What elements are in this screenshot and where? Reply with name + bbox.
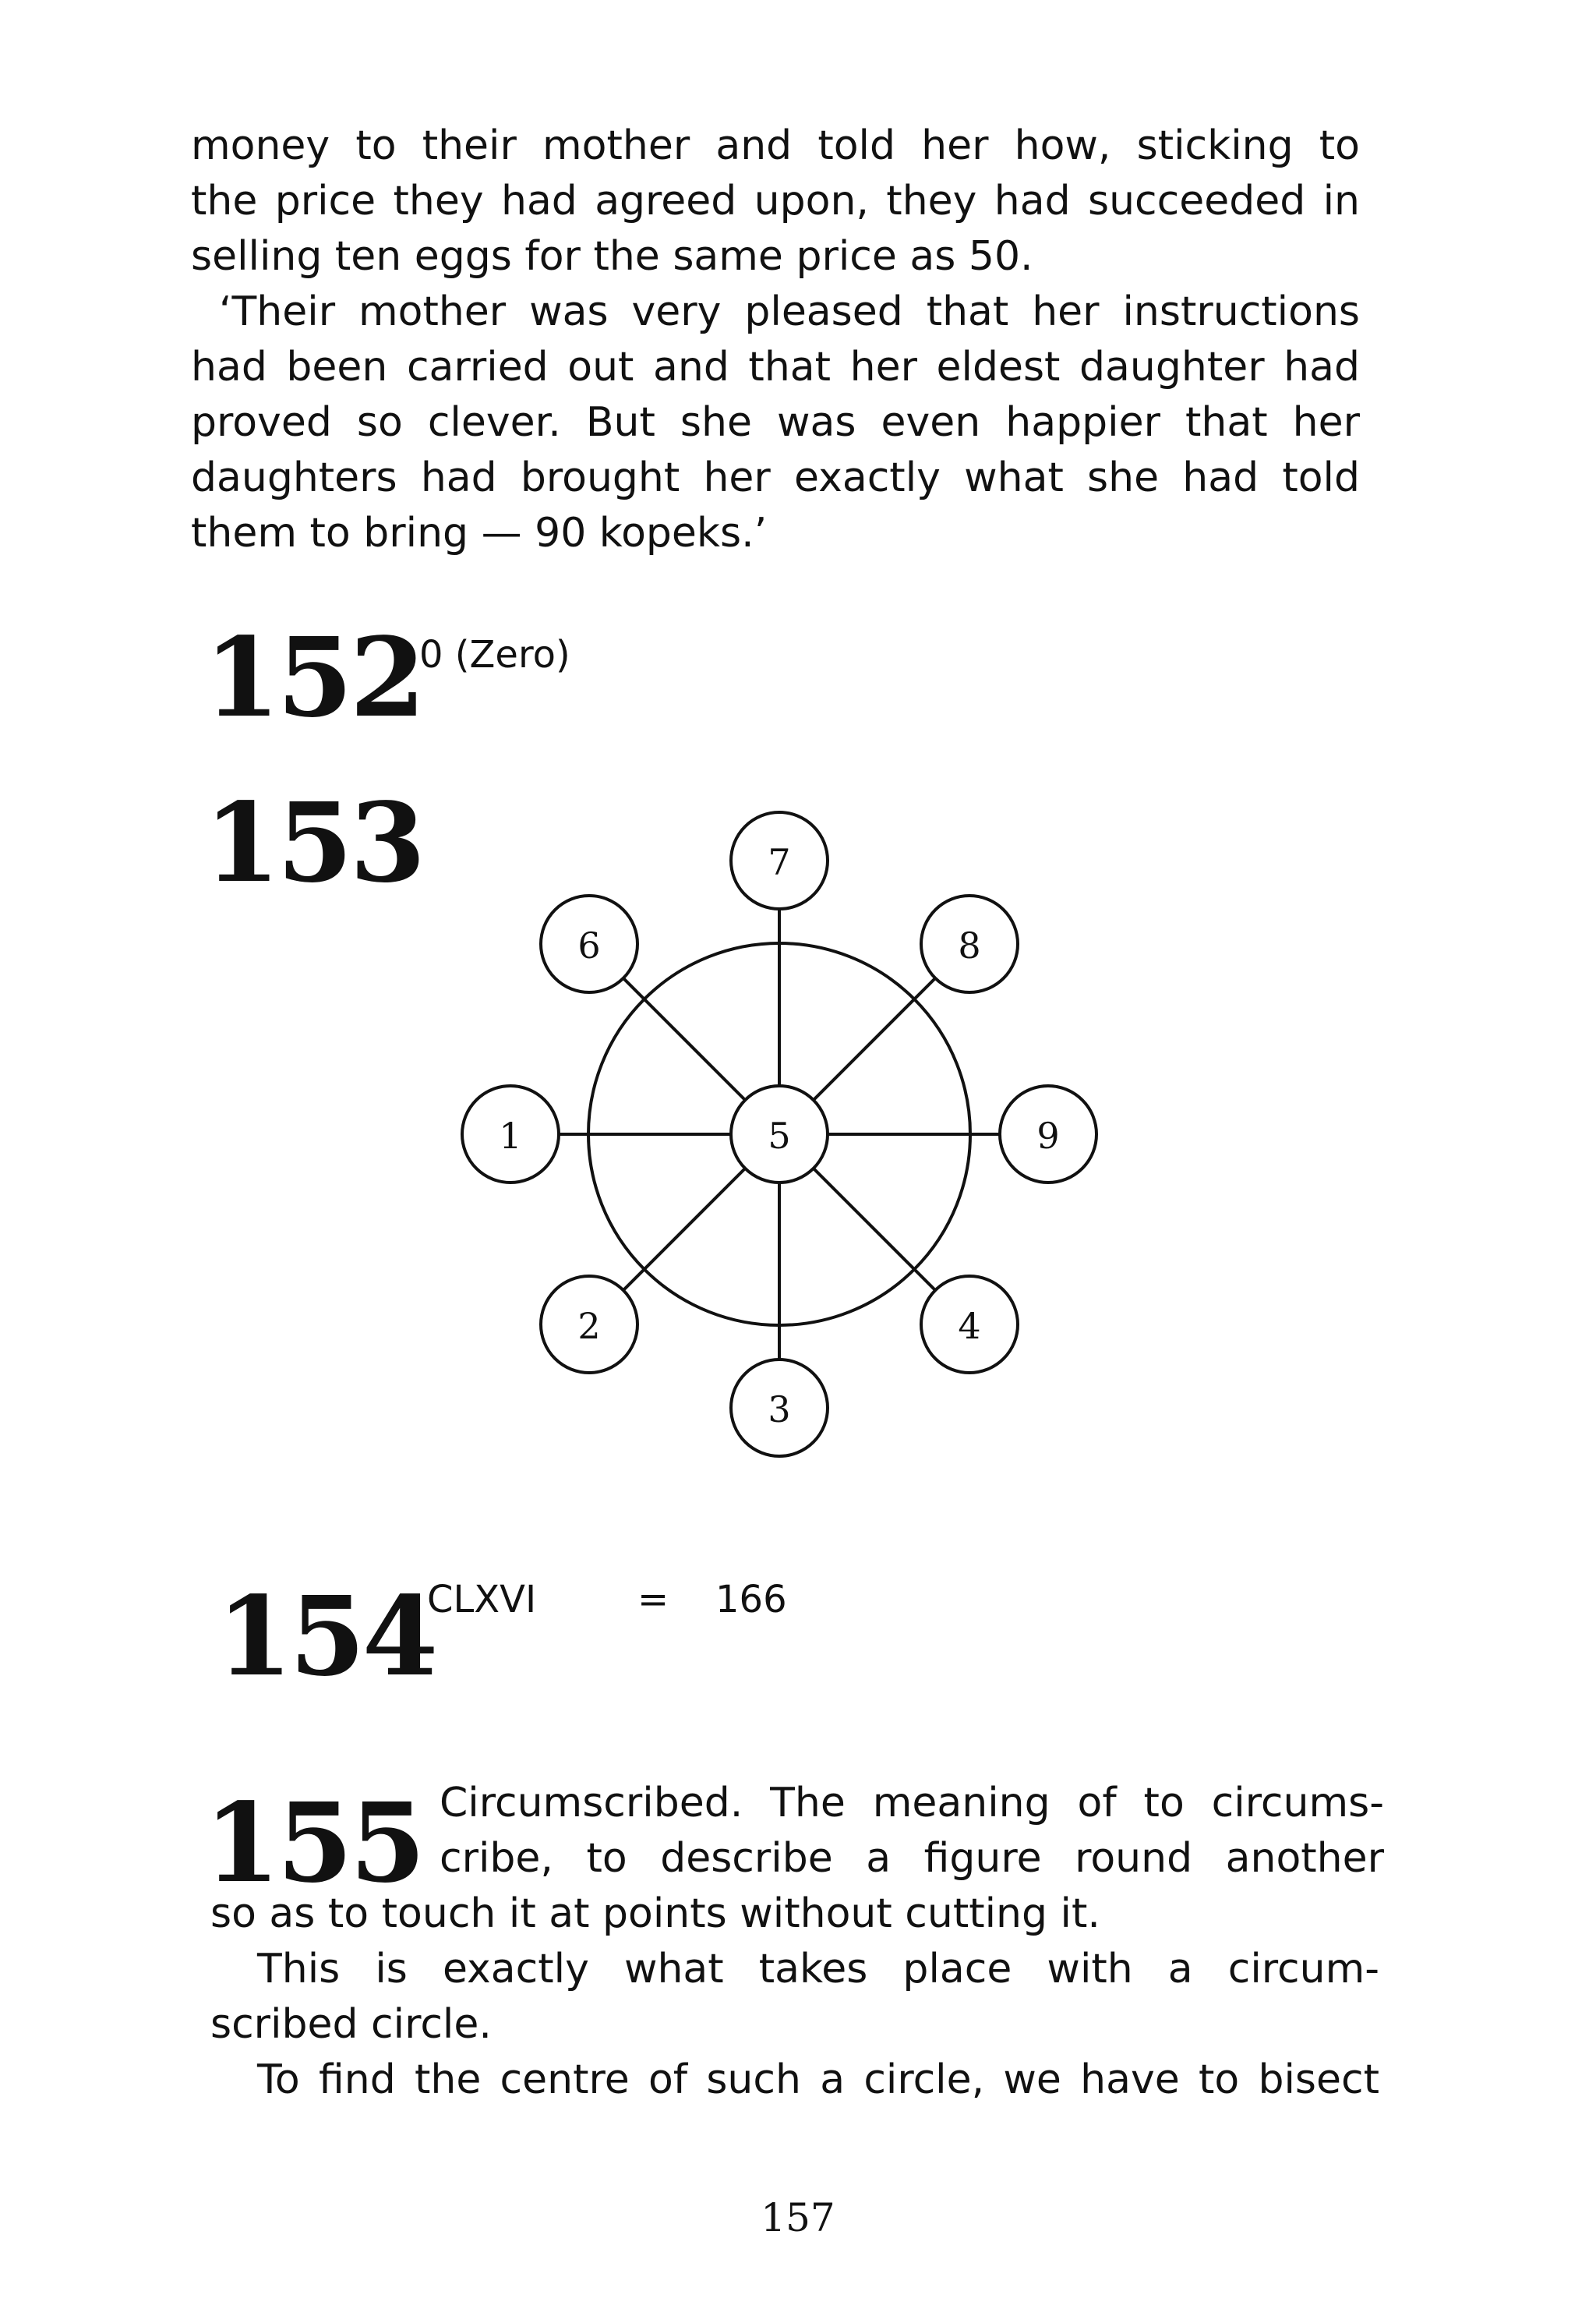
text-line: selling ten eggs for the same price as 50. [191,233,1033,280]
text-line: cribe, to describe a figure round another [440,1835,1384,1882]
answer-number: 153 [204,780,423,907]
page-number: 157 [761,2195,835,2240]
number-wheel-diagram [452,795,1122,1481]
text-line: the price they had agreed upon, they had succeeded in [191,178,1360,225]
node-label: 8 [958,925,981,967]
node-label: 3 [768,1388,791,1430]
node-label: 5 [768,1115,791,1157]
answer-text: 0 (Zero) [419,633,570,677]
node-label: 1 [499,1115,522,1157]
answer-number: 155 [204,1780,423,1908]
answer-value: 166 [715,1578,787,1621]
paragraph-continued [191,118,1360,285]
text-line: daughters had brought her exactly what she had told [191,454,1360,501]
text-line: scribed circle. [210,2001,492,2048]
node-label: 7 [768,841,791,883]
roman-numeral: CLXVI [427,1578,537,1621]
paragraph-155-indented [440,1776,1384,1886]
paragraph-155c [210,2053,1379,2108]
answer-number: 154 [217,1573,436,1701]
text-line: ‘Their mother was very pleased that her instructions [219,288,1360,335]
text-line: To find the centre of such a circle, we have to bisect [257,2056,1379,2103]
node-label: 9 [1036,1115,1060,1157]
node-label: 4 [958,1305,981,1347]
text-line: so as to touch it at points without cutting it. [210,1890,1100,1937]
answer-number: 152 [204,614,423,742]
text-line: proved so clever. But she was even happier that her [191,399,1360,446]
paragraph-155b [210,1942,1379,2053]
text-line: Circumscribed. The meaning of to circums- [440,1780,1384,1826]
paragraph-155-continued [210,1886,1379,1942]
node-label: 6 [577,925,601,967]
node-label: 2 [577,1305,601,1347]
text-line: them to bring — 90 kopeks.’ [191,510,768,557]
text-line: had been carried out and that her eldest daughter had [191,344,1360,391]
text-line: money to their mother and told her how, sticking to [191,122,1360,169]
text-line: This is exactly what takes place with a circum- [257,1946,1379,1992]
paragraph-quote [191,285,1360,561]
equals-sign: = [637,1578,669,1621]
